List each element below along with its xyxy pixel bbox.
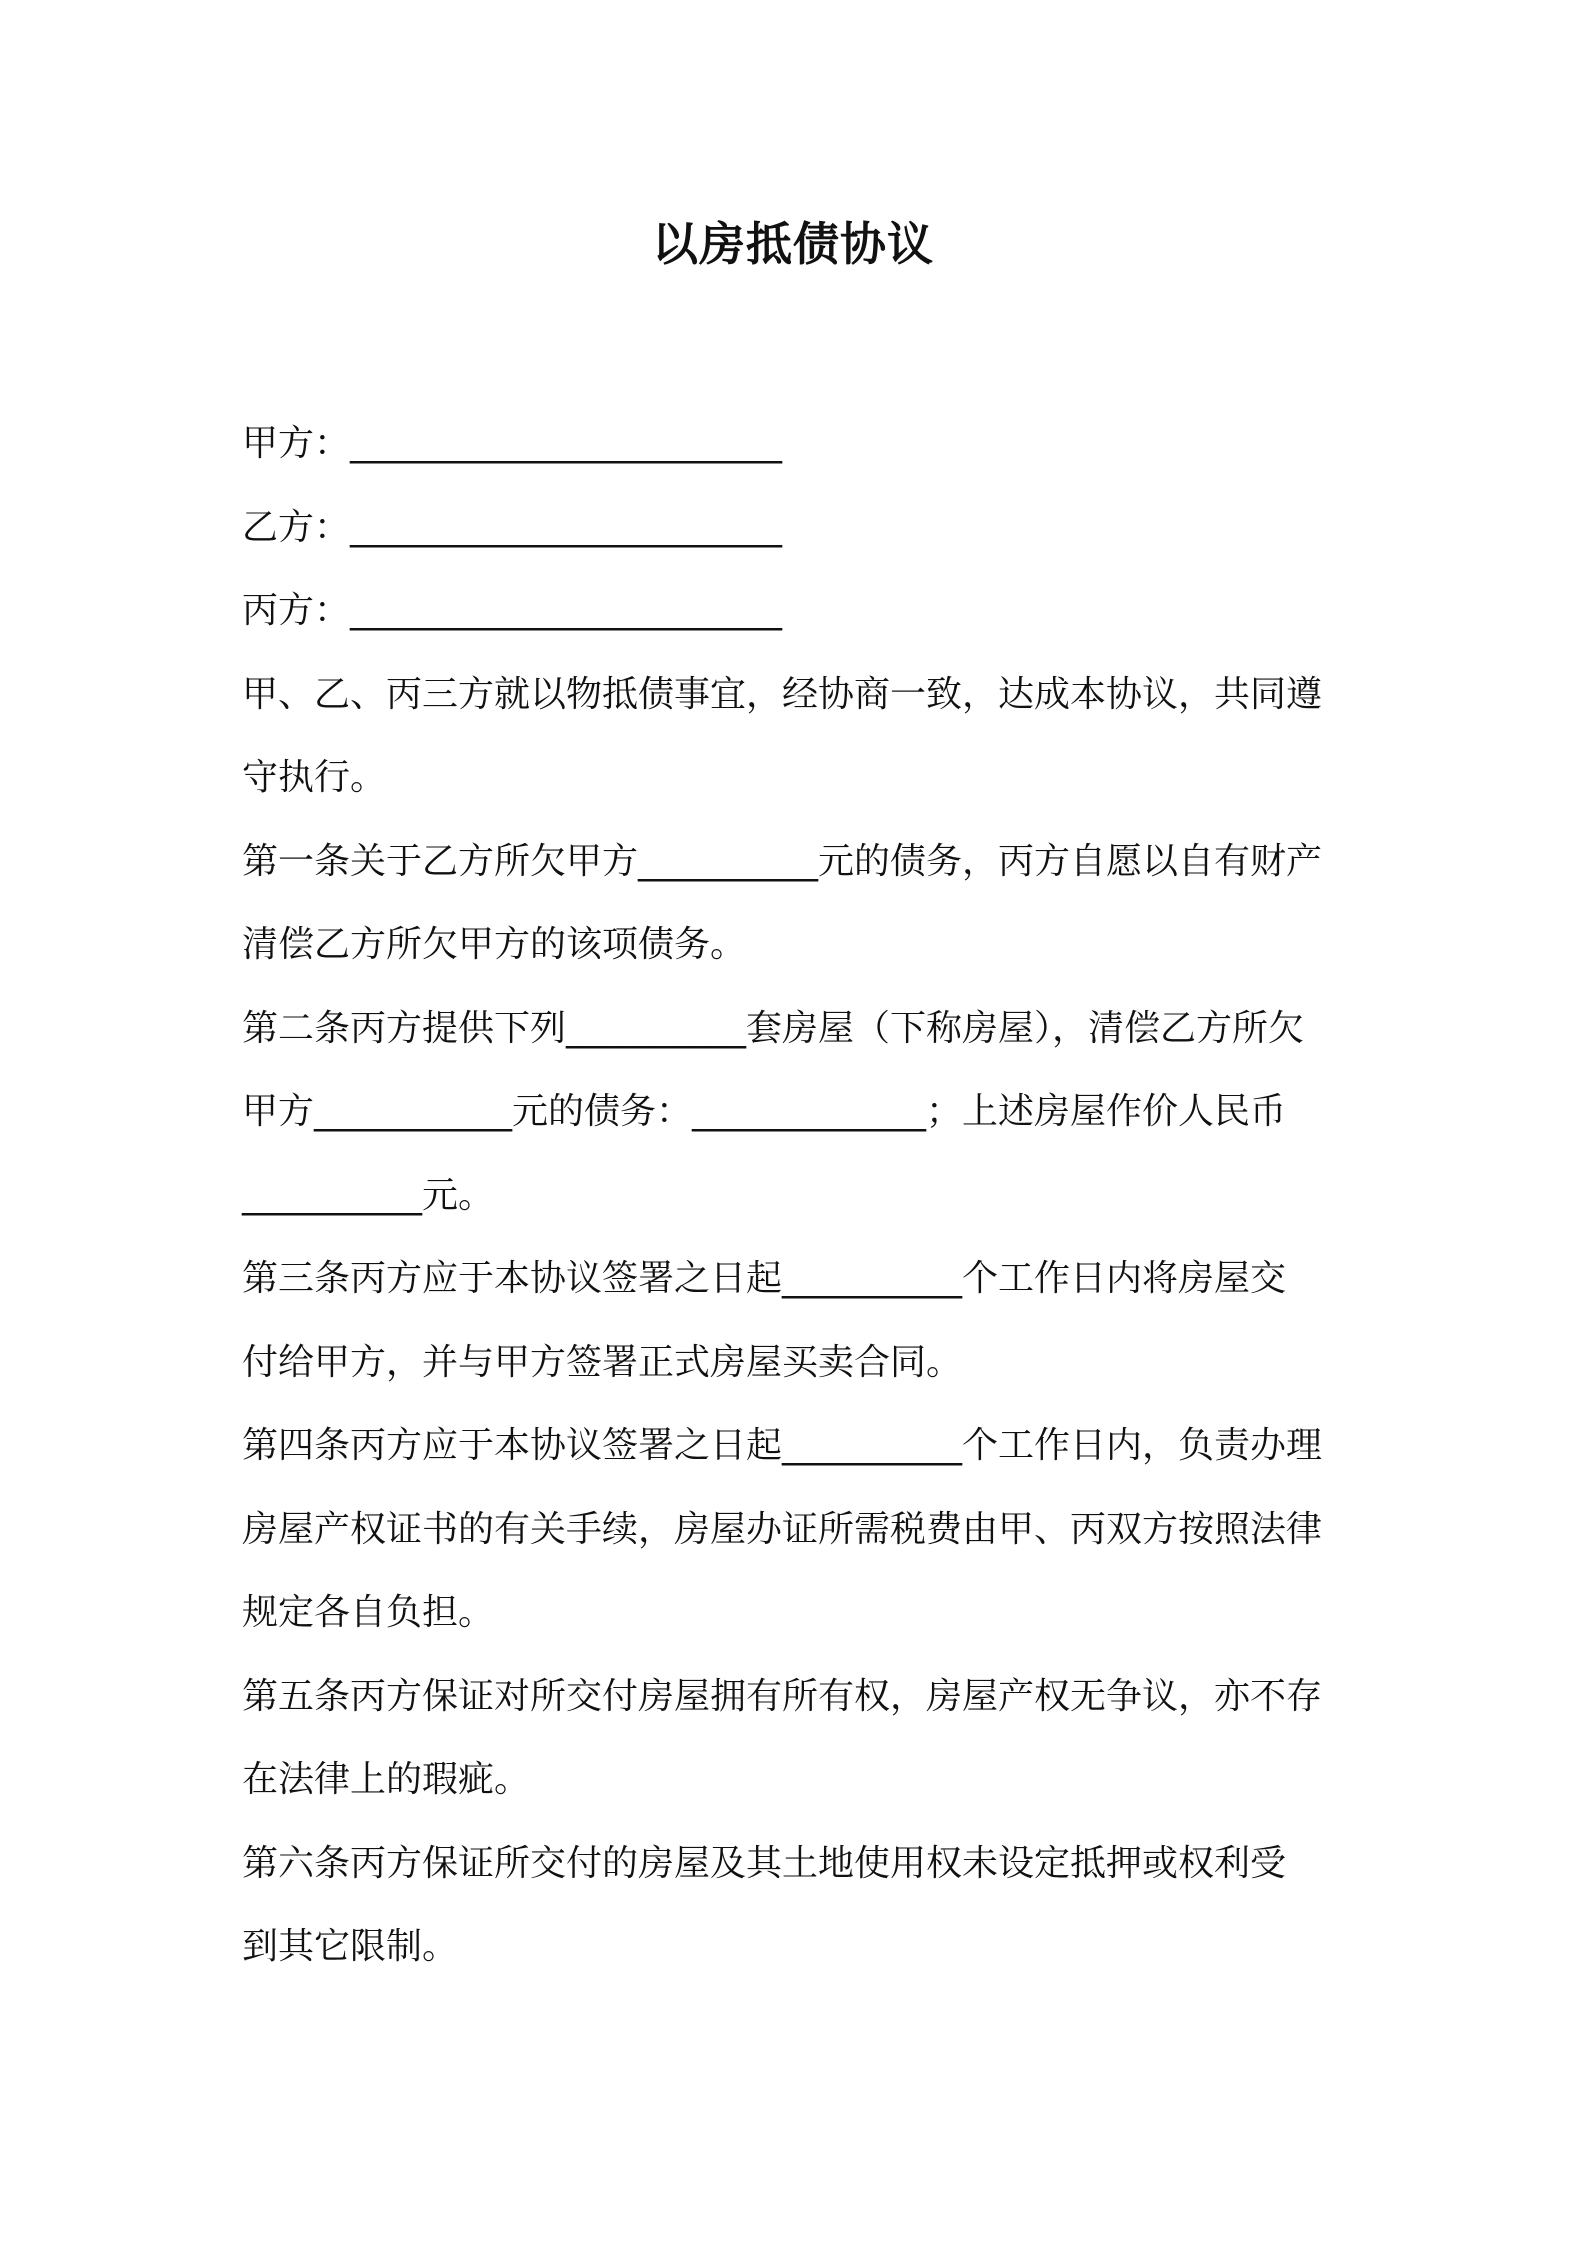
document-title: 以房抵债协议 — [652, 217, 934, 271]
party-c-line: 丙方：________________________ — [242, 590, 783, 631]
article-2-line-2: 甲方___________元的债务：_____________；上述房屋作价人民币 — [242, 1091, 1287, 1132]
article-6-line-1: 第六条丙方保证所交付的房屋及其土地使用权未设定抵押或权利受 — [242, 1842, 1287, 1884]
article-6-line-2: 到其它限制。 — [242, 1926, 459, 1967]
article-1-line-2: 清偿乙方所欠甲方的该项债务。 — [242, 924, 747, 965]
article-4-line-2: 房屋产权证书的有关手续，房屋办证所需税费由甲、丙双方按照法律 — [242, 1508, 1323, 1550]
preamble-line-1: 甲、乙、丙三方就以物抵债事宜，经协商一致，达成本协议，共同遵 — [242, 673, 1323, 715]
article-5-line-1: 第五条丙方保证对所交付房屋拥有所有权，房屋产权无争议，亦不存 — [242, 1675, 1323, 1717]
article-2-line-1: 第二条丙方提供下列__________套房屋（下称房屋），清偿乙方所欠 — [242, 1007, 1305, 1049]
document-body — [242, 402, 1357, 1989]
article-1-line-1: 第一条关于乙方所欠甲方__________元的债务，丙方自愿以自有财产 — [242, 840, 1323, 882]
preamble-line-2: 守执行。 — [242, 757, 387, 798]
article-5-line-2: 在法律上的瑕疵。 — [242, 1759, 531, 1800]
party-a-line: 甲方：________________________ — [242, 423, 783, 464]
article-3-line-1: 第三条丙方应于本协议签署之日起__________个工作日内将房屋交 — [242, 1258, 1287, 1299]
article-2-line-3: __________元。 — [242, 1174, 495, 1216]
article-3-line-2: 付给甲方，并与甲方签署正式房屋买卖合同。 — [242, 1341, 963, 1383]
article-4-line-1: 第四条丙方应于本协议签署之日起__________个工作日内，负责办理 — [242, 1425, 1323, 1466]
party-b-line: 乙方：________________________ — [242, 506, 783, 548]
article-4-line-3: 规定各自负担。 — [242, 1592, 495, 1633]
